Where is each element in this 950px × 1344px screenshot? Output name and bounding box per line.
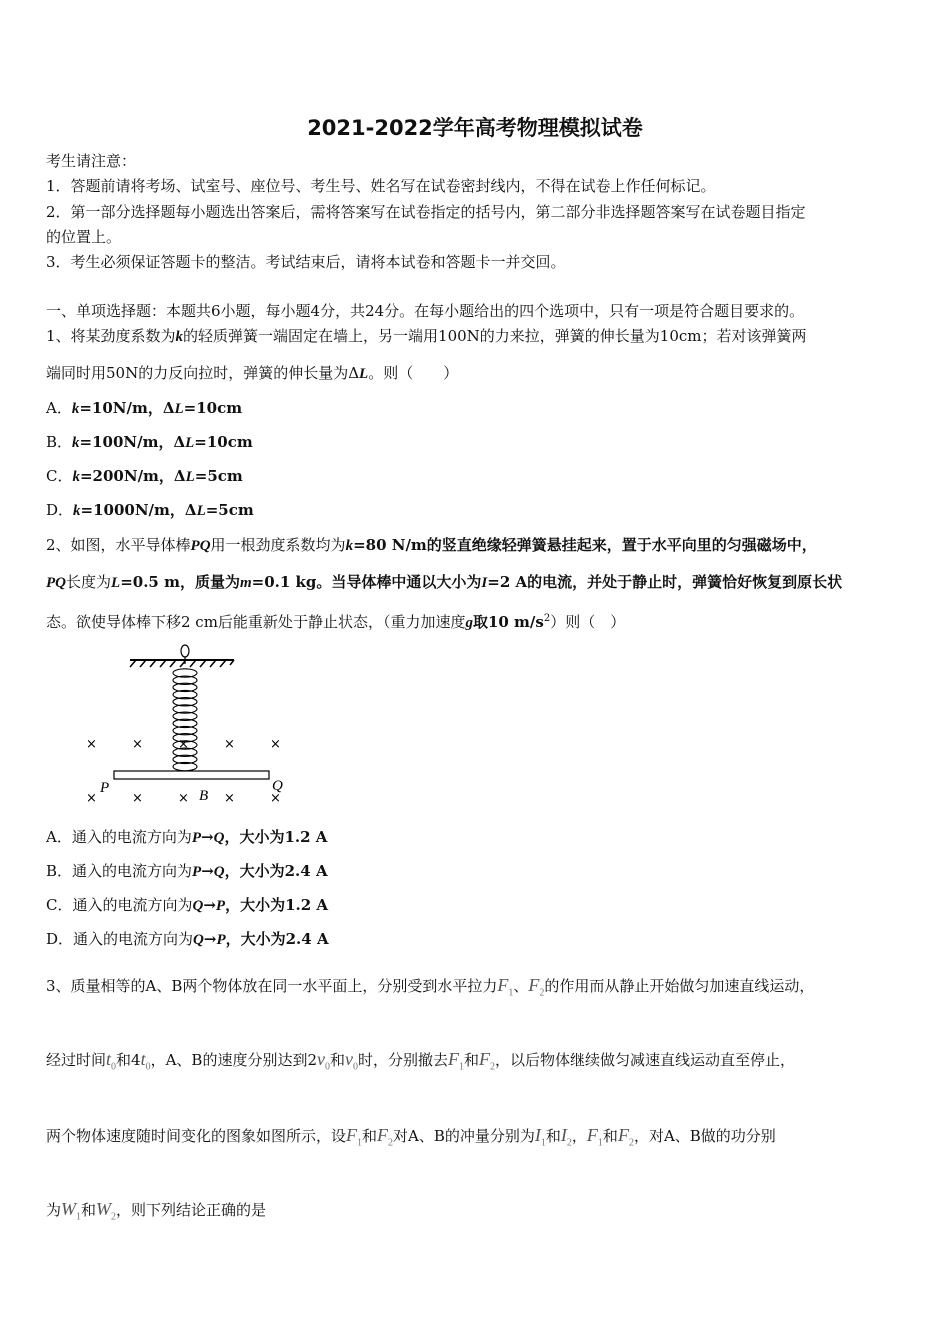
field-cross-icon: ×: [132, 737, 143, 752]
symbol-t0: $t_0$: [106, 1049, 117, 1073]
q2-I: I: [481, 575, 488, 591]
q3-text: ，: [571, 1127, 587, 1145]
q1-line-1: [46, 326, 807, 347]
spring-rod-figure: [78, 640, 298, 810]
notice-item-2-cont: 的位置上。: [46, 228, 122, 246]
symbol-F2: $F_2$: [377, 1125, 394, 1149]
q2-line-2: [46, 572, 842, 593]
option-from: Q: [193, 932, 204, 948]
q3-text: 经过时间: [46, 1051, 107, 1069]
arrow-icon: →: [201, 862, 214, 880]
q3-text: 3、质量相等的A、B两个物体放在同一水平面上，分别受到水平拉力: [46, 977, 498, 995]
symbol-v0: $v_0$: [345, 1049, 359, 1073]
label-Q: Q: [272, 778, 283, 794]
notice-heading: 考生请注意：: [46, 152, 137, 170]
q3-text: ，A、B的速度分别达到2: [150, 1051, 317, 1069]
symbol-F2: $F_2$: [617, 1125, 634, 1149]
q1-option-b[interactable]: [46, 432, 253, 453]
option-text: ，大小为1.2 A: [224, 828, 328, 846]
option-text: =10N/m，Δ: [79, 399, 175, 417]
q2-text: =2 A的电流，并处于静止时，弹簧恰好恢复到原长状: [487, 573, 843, 591]
notice-item-1: 1．答题前请将考场、试室号、座位号、考生号、姓名写在试卷密封线内，不得在试卷上作任何标记。: [46, 177, 716, 195]
symbol-W1: $W_1$: [61, 1199, 82, 1223]
page-title: 2021-2022学年高考物理模拟试卷: [307, 116, 643, 140]
field-cross-icon: ×: [178, 737, 189, 752]
option-label: B．: [46, 433, 73, 451]
option-text: ，大小为2.4 A: [224, 862, 328, 880]
q3-text: 两个物体速度随时间变化的图象如图所示，设: [46, 1127, 347, 1145]
q3-text: 时，分别撤去: [358, 1051, 449, 1069]
q2-L: L: [111, 575, 121, 591]
q3-line-3: [46, 1125, 776, 1154]
option-text: =5cm: [205, 501, 254, 519]
q1-k: k: [175, 329, 184, 345]
q1-text: 端同时用50N的力反向拉时，弹簧的伸长量为Δ: [46, 364, 360, 382]
option-k: k: [72, 435, 80, 451]
label-B: B: [199, 788, 209, 804]
option-text: B．通入的电流方向为: [46, 862, 193, 880]
symbol-F1: $F_1$: [346, 1125, 363, 1149]
q2-k: k: [345, 538, 354, 554]
option-from: P: [191, 830, 202, 846]
q2-g: g: [465, 615, 473, 631]
option-k: k: [72, 469, 80, 485]
q3-text: 和: [464, 1051, 480, 1069]
q1-text: 。则（ ）: [368, 364, 459, 382]
option-k: k: [71, 401, 80, 417]
q1-line-2: [46, 363, 458, 384]
option-to: P: [215, 898, 226, 914]
option-from: Q: [192, 898, 204, 914]
q2-PQ: PQ: [46, 575, 66, 591]
q3-line-4: [46, 1199, 266, 1228]
field-cross-icon: ×: [270, 737, 281, 752]
q1-option-a[interactable]: [46, 398, 242, 419]
q1-option-c[interactable]: [46, 466, 243, 487]
q3-text: 和: [330, 1051, 346, 1069]
symbol-F2: $F_2$: [528, 975, 545, 999]
symbol-F1: $F_1$: [448, 1049, 465, 1073]
q2-option-a[interactable]: [46, 827, 327, 848]
q2-PQ: PQ: [190, 538, 211, 554]
symbol-I1: $I_1$: [534, 1125, 546, 1149]
option-text: =10cm: [194, 433, 253, 451]
option-text: =100N/m，Δ: [79, 433, 186, 451]
option-text: ，大小为1.2 A: [225, 896, 329, 914]
symbol-F2: $F_2$: [479, 1049, 496, 1073]
q3-text: ，以后物体继续做匀减速直线运动直至停止，: [495, 1051, 796, 1069]
symbol-t0: $t_0$: [140, 1049, 151, 1073]
option-text: C．通入的电流方向为: [46, 896, 193, 914]
option-label: D．: [46, 501, 74, 519]
option-label: A．: [46, 399, 72, 417]
symbol-W2: $W_2$: [96, 1199, 117, 1223]
symbol-F1: $F_1$: [497, 975, 514, 999]
q3-text: 的作用而从静止开始做匀加速直线运动，: [544, 977, 815, 995]
label-P: P: [100, 780, 110, 796]
q2-option-d[interactable]: [46, 929, 329, 950]
field-cross-icon: ×: [178, 791, 189, 806]
field-cross-icon: ×: [224, 791, 235, 806]
q3-text: 对A、B的冲量分别为: [393, 1127, 535, 1145]
q3-text: ，对A、B做的功分别: [633, 1127, 776, 1145]
option-text: =10cm: [183, 399, 243, 417]
q2-text: 用一根劲度系数均为: [210, 536, 346, 554]
option-L: L: [185, 469, 195, 485]
section-heading: 一、单项选择题：本题共6小题，每小题4分，共24分。在每小题给出的四个选项中，只有一项是符合题目要求的。: [46, 302, 805, 320]
notice-item-3: 3．考生必须保证答题卡的整洁。考试结束后，请将本试卷和答题卡一并交回。: [46, 253, 566, 271]
option-text: =1000N/m，Δ: [80, 501, 197, 519]
q2-text: ）则（ ）: [550, 613, 626, 631]
option-text: =5cm: [194, 467, 243, 485]
q3-line-1: [46, 975, 814, 1004]
q3-line-2: [46, 1049, 795, 1078]
q2-text: =0.5 m，质量为: [120, 573, 240, 591]
arrow-icon: →: [201, 828, 214, 846]
q1-text: 的轻质弹簧一端固定在墙上，另一端用100N的力来拉，弹簧的伸长量为10cm；若对该弹簧两: [183, 327, 807, 345]
option-L: L: [196, 503, 206, 519]
q2-text: 取10 m/s: [472, 613, 544, 631]
option-label: C．: [46, 467, 73, 485]
q1-text: 1、将某劲度系数为: [46, 327, 176, 345]
field-cross-icon: ×: [86, 791, 97, 806]
q1-L: L: [359, 366, 369, 382]
option-to: Q: [213, 864, 225, 880]
arrow-icon: →: [203, 930, 217, 948]
notice-item-2: 2．第一部分选择题每小题选出答案后，需将答案写在试卷指定的括号内，第二部分非选择题答案写在试卷题目指定: [46, 203, 806, 221]
option-to: P: [216, 932, 226, 948]
q2-text: 2、如图，水平导体棒: [46, 536, 191, 554]
option-text: A．通入的电流方向为: [46, 828, 192, 846]
q2-option-b[interactable]: [46, 861, 328, 882]
q3-text: 为: [46, 1201, 62, 1219]
q2-text: =80 N/m的竖直绝缘轻弹簧悬挂起来，置于水平向里的匀强磁场中，: [353, 536, 817, 554]
symbol-v0: $v_0$: [317, 1049, 330, 1073]
symbol-I2: $I_2$: [560, 1125, 572, 1149]
option-from: P: [192, 864, 202, 880]
q2-text: 长度为: [66, 573, 112, 591]
option-L: L: [174, 401, 184, 417]
q3-text: ，则下列结论正确的是: [116, 1201, 267, 1219]
q2-superscript: 2: [543, 613, 551, 624]
q3-text: 和: [602, 1127, 618, 1145]
q3-text: 和4: [116, 1051, 141, 1069]
option-k: k: [73, 503, 81, 519]
field-cross-icon: ×: [224, 737, 235, 752]
field-cross-icon: ×: [132, 791, 143, 806]
q1-option-d[interactable]: [46, 500, 254, 521]
option-text: D．通入的电流方向为: [46, 930, 194, 948]
q3-text: 、: [513, 977, 529, 995]
q3-text: 和: [362, 1127, 378, 1145]
q2-line-1: [46, 535, 817, 556]
q2-line-3: [46, 609, 625, 633]
symbol-F1: $F_1$: [586, 1125, 603, 1149]
option-text: =200N/m，Δ: [79, 467, 186, 485]
field-cross-icon: ×: [86, 737, 97, 752]
q3-text: 和: [545, 1127, 561, 1145]
q2-option-c[interactable]: [46, 895, 328, 916]
q3-text: 和: [81, 1201, 97, 1219]
option-to: Q: [213, 830, 225, 846]
field-cross-icon: ×: [270, 791, 281, 806]
q2-text: =0.1 kg。当导体棒中通以大小为: [251, 573, 482, 591]
option-L: L: [185, 435, 195, 451]
q2-m: m: [239, 575, 252, 591]
arrow-icon: →: [203, 896, 216, 914]
q2-text: 态。欲使导体棒下移2 cm后能重新处于静止状态，（重力加速度: [46, 613, 466, 631]
option-text: ，大小为2.4 A: [225, 930, 329, 948]
